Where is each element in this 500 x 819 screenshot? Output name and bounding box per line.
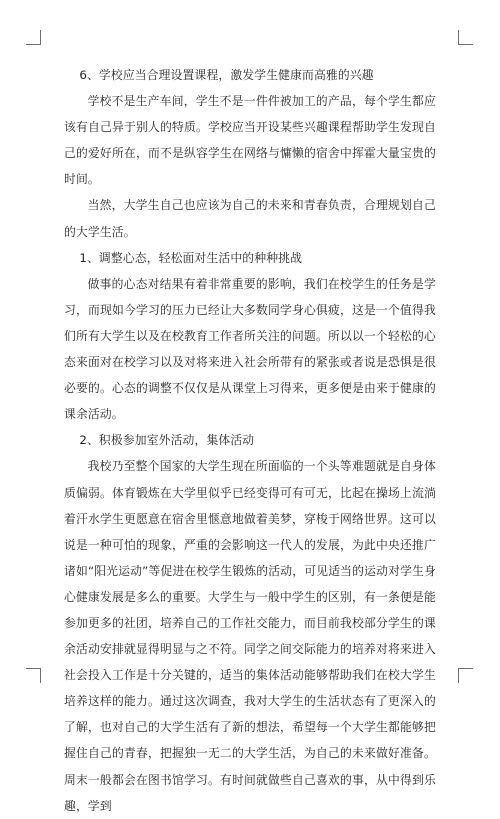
section-heading: 1、调整心态，轻松面对生活中的种种挑战 <box>79 250 303 265</box>
crop-mark-top-left <box>26 30 41 45</box>
body-paragraph: 做事的心态对结果有着非常重要的影响，我们在校学生的任务是学习，而现如今学习的压力已经让大多数同学身心俱疲，这是一个值得我们所有大学生以及在校教育工作者所关注的问题。所以以一个轻松的心态来面对在校学习以及对将来进入社会所带有的紧张或者说是恐惧是很必要的。心态的调整不仅仅是从课堂上习得来，更多便是由来于健康的课余活动。 <box>64 276 436 422</box>
body-paragraph: 学校不是生产车间，学生不是一件件被加工的产品，每个学生都应该有自己异于别人的特质。学校应当开设某些兴趣课程帮助学生发现自己的爱好所在，而不是纵容学生在网络与慵懒的宿舍中挥霍大量宝贵的时间。 <box>64 94 436 187</box>
crop-mark-bottom-right <box>458 668 473 683</box>
section-heading: 2、积极参加室外活动，集体活动 <box>79 433 255 448</box>
section-heading: 6、学校应当合理设置课程，激发学生健康而高雅的兴趣 <box>79 68 374 82</box>
document-body <box>64 62 436 819</box>
body-paragraph: 我校乃至整个国家的大学生现在所面临的一个头等难题就是自身体质偏弱。体育锻炼在大学里似乎已经变得可有可无，比起在操场上流淌着汗水学生更愿意在宿舍里惬意地做着美梦，穿梭于网络世界。这可以说是一种可怕的现象，严重的会影响这一代人的发展，为此中央还推广诸如“阳光运动”等促进在校学生锻炼的活动，可见适当的运动对学生身心健康发展是多么的重要。大学生与一般中学生的区别，有一条便是能参加更多的社团，培养自己的工作社交能力，而目前我校部分学生的课余活动安排就显得明显与之不符。同学之间交际能力的培养对将来进入社会投入工作是十分关键的，适当的集体活动能够帮助我们在校大学生培养这样的能力。通过这次调查，我对大学生的生活状态有了更深入的了解，也对自己的大学生活有了新的想法，希望每一个大学生都能够把握住自己的青春，把握独一无二的大学生活，为自己的未来做好准备。周末一般都会在图书馆学习。有时间就做些自己喜欢的事，从中得到乐趣，学到 <box>64 459 436 813</box>
body-paragraph: 当然，大学生自己也应该为自己的未来和青春负责，合理规划自己的大学生活。 <box>64 198 436 239</box>
crop-mark-bottom-left <box>26 668 41 683</box>
crop-mark-top-right <box>458 30 473 45</box>
